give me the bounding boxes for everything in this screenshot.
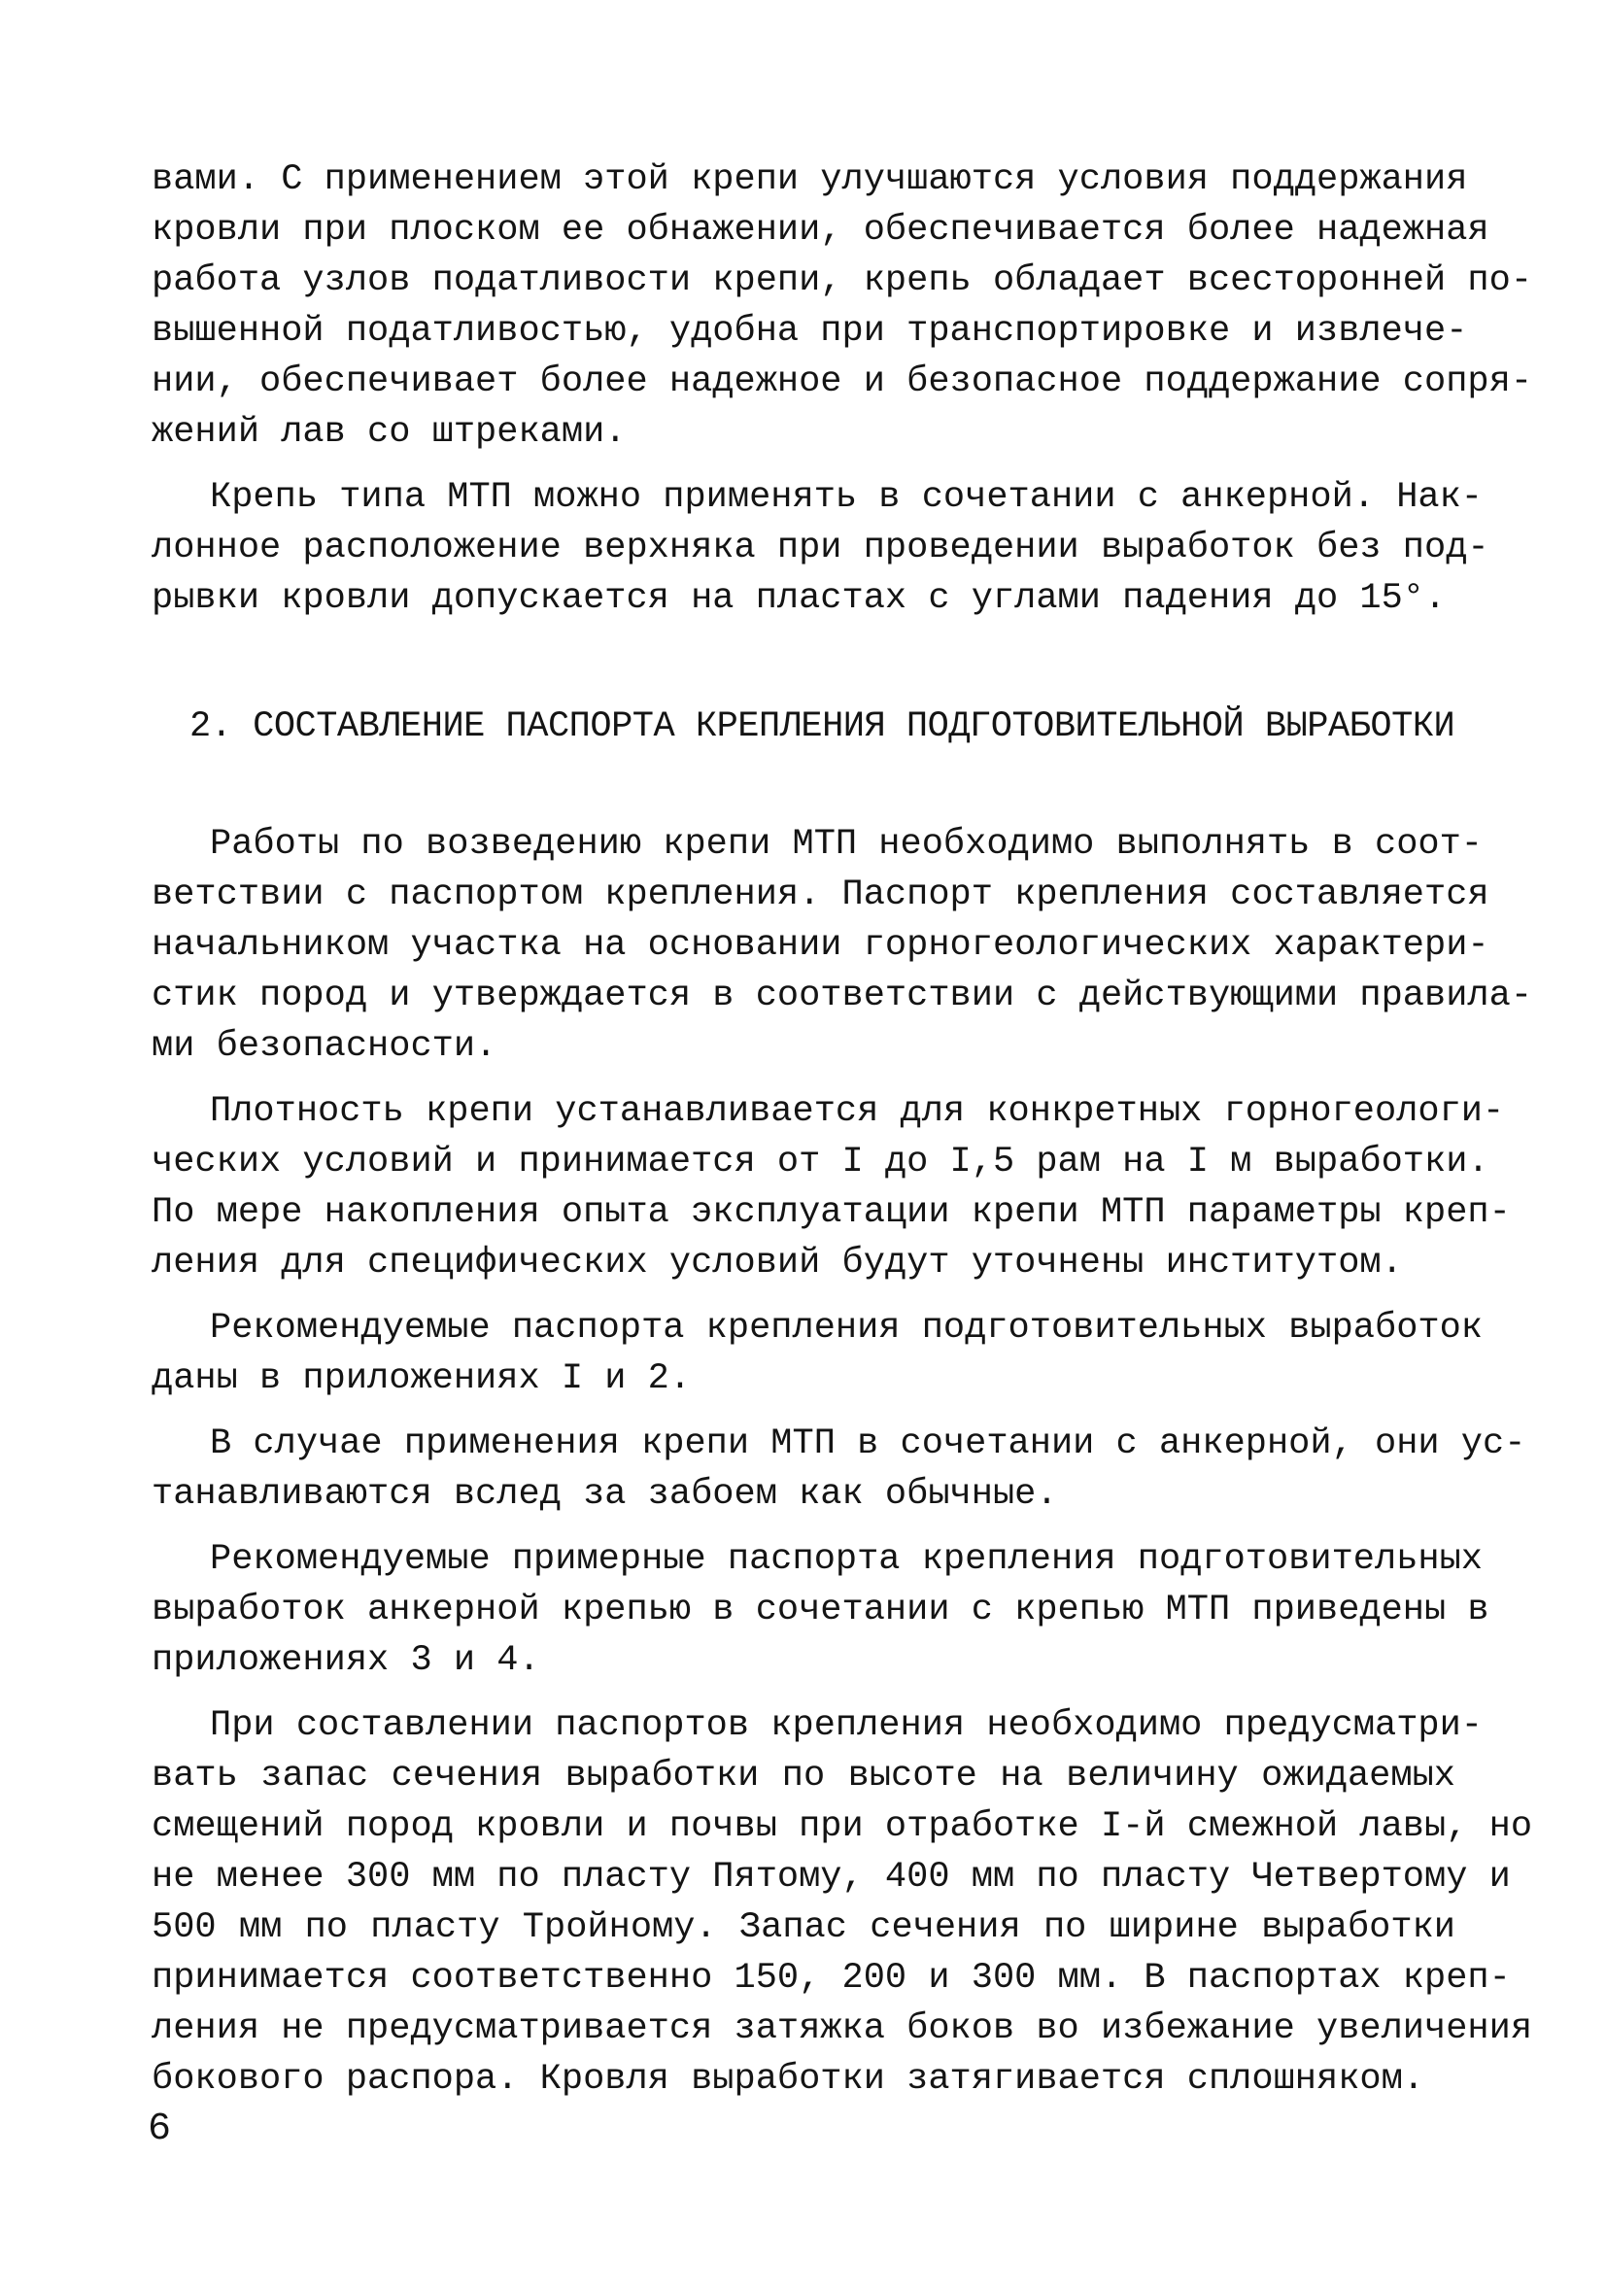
text-line: Крепь типа МТП можно применять в сочетании с анкерной. Нак- xyxy=(210,477,1484,518)
text-line: При составлении паспортов крепления необходимо предусматри- xyxy=(210,1705,1484,1746)
text-line: Плотность крепи устанавливается для конкретных горногеологи- xyxy=(210,1091,1505,1132)
text-line: ветствии с паспортом крепления. Паспорт крепления составляется xyxy=(152,874,1489,915)
text-line: смещений пород кровли и почвы при отработке I-й смежной лавы, но xyxy=(152,1806,1533,1847)
text-line: ческих условий и принимается от I до I,5 рам на I м выработки. xyxy=(152,1142,1489,1182)
text-line: вышенной податливостью, удобна при транспортировке и извлече- xyxy=(152,311,1468,352)
text-line: выработок анкерной крепью в сочетании с крепью МТП приведены в xyxy=(152,1590,1489,1630)
text-line: По мере накопления опыта эксплуатации крепи МТП параметры креп- xyxy=(152,1192,1511,1233)
text-line: вами. С применением этой крепи улучшаются условия поддержания xyxy=(152,159,1468,200)
text-line: 500 мм по пласту Тройному. Запас сечения по ширине выработки xyxy=(152,1907,1455,1948)
text-line: бокового распора. Кровля выработки затягивается сплошняком. xyxy=(152,2059,1425,2100)
text-line: приложениях 3 и 4. xyxy=(152,1640,540,1681)
text-line: стик пород и утверждается в соответствии с действующими правила- xyxy=(152,976,1533,1016)
text-line: В случае применения крепи МТП в сочетании с анкерной, они ус- xyxy=(210,1423,1526,1464)
text-line: нии, обеспечивает более надежное и безопасное поддержание сопря- xyxy=(152,361,1533,402)
text-line: ми безопасности. xyxy=(152,1026,497,1067)
text-line: вать запас сечения выработки по высоте на величину ожидаемых xyxy=(152,1756,1455,1797)
text-line: Работы по возведению крепи МТП необходимо выполнять в соот- xyxy=(210,824,1484,865)
text-line: кровли при плоском ее обнажении, обеспечивается более надежная xyxy=(152,210,1489,251)
text-line: даны в приложениях I и 2. xyxy=(152,1358,692,1399)
text-line: лонное расположение верхняка при проведении выработок без под- xyxy=(152,528,1489,568)
text-line: Рекомендуемые паспорта крепления подготовительных выработок xyxy=(210,1308,1484,1349)
text-line: ления для специфических условий будут уточнены институтом. xyxy=(152,1243,1403,1284)
page-number: 6 xyxy=(148,2108,172,2151)
text-line: танавливаются вслед за забоем как обычные. xyxy=(152,1474,1058,1515)
text-line: Рекомендуемые примерные паспорта крепления подготовительных xyxy=(210,1539,1484,1580)
text-line: не менее 300 мм по пласту Пятому, 400 мм по пласту Четвертому и xyxy=(152,1857,1511,1898)
text-line: ления не предусматривается затяжка боков во избежание увеличения xyxy=(152,2008,1533,2049)
text-line: начальником участка на основании горногеологических характери- xyxy=(152,925,1489,966)
section-heading: 2. СОСТАВЛЕНИЕ ПАСПОРТА КРЕПЛЕНИЯ ПОДГОТОВИТЕЛЬНОЙ ВЫРАБОТКИ xyxy=(189,706,1455,747)
text-line: работа узлов податливости крепи, крепь обладает всесторонней по- xyxy=(152,260,1533,301)
text-line: жений лав со штреками. xyxy=(152,412,627,453)
text-line: принимается соответственно 150, 200 и 300 мм. В паспортах креп- xyxy=(152,1958,1511,1999)
text-line: рывки кровли допускается на пластах с углами падения до 15°. xyxy=(152,578,1447,619)
